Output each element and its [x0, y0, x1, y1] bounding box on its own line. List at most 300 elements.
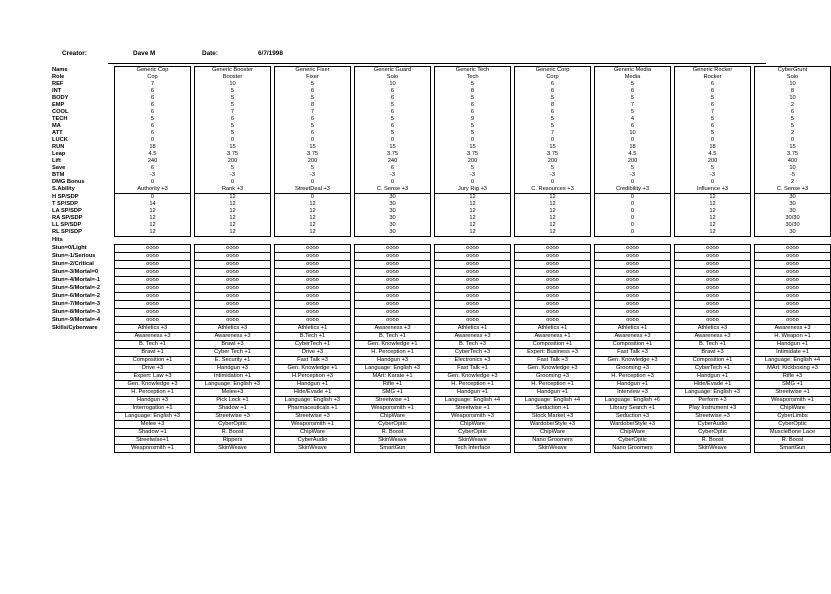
skill-cell: Wardobe/Style +3 — [595, 421, 671, 429]
cell-ref: 5 — [435, 81, 511, 88]
stun-box[interactable]: oooo — [515, 301, 591, 309]
stun-box[interactable]: oooo — [195, 293, 271, 301]
cell-name: Generic Guard — [355, 67, 431, 75]
stun-box[interactable]: oooo — [595, 245, 671, 253]
skill-row — [52, 389, 831, 397]
stun-box[interactable]: oooo — [595, 285, 671, 293]
cell-hsp: 0 — [595, 194, 671, 202]
stun-box[interactable]: oooo — [275, 317, 351, 325]
skill-cell: Grooming +3 — [515, 373, 591, 381]
skill-cell: Streetwise +1 — [755, 389, 831, 397]
cell-body: 10 — [755, 95, 831, 102]
stun-box[interactable]: oooo — [115, 261, 191, 269]
cell-llsp: 12 — [195, 222, 271, 229]
stun-box[interactable]: oooo — [515, 277, 591, 285]
row-label-att: ATT — [52, 130, 63, 137]
row-label-blank — [52, 421, 111, 429]
stun-box[interactable]: oooo — [115, 245, 191, 253]
cell-tsp: 12 — [195, 201, 271, 208]
stat-row-att — [52, 130, 831, 137]
skill-cell: Melee+3 — [195, 389, 271, 397]
cell-tech: 5 — [355, 116, 431, 123]
row-label-blank — [52, 429, 111, 437]
row-label-luck: LUCK — [52, 137, 68, 144]
row-label-btm: BTM — [52, 172, 65, 179]
stun-box[interactable]: oooo — [275, 269, 351, 277]
stun-box[interactable]: oooo — [675, 285, 751, 293]
row-label-run: RUN — [52, 144, 65, 151]
row-label-blank — [52, 413, 111, 421]
stun-box[interactable]: oooo — [675, 245, 751, 253]
skill-cell: Handgun +3 — [195, 365, 271, 373]
cell-emp: 6 — [675, 102, 751, 109]
cell-tsp: 0 — [595, 201, 671, 208]
stun-label: Stun=-1/Serious — [52, 253, 96, 260]
skill-cell: Nano Groomers — [595, 445, 671, 453]
cell-luck: 0 — [355, 137, 431, 144]
cell-cool: 5 — [595, 109, 671, 116]
skill-cell: Gen. Knowledge +1 — [355, 341, 431, 349]
cell-dmg: 0 — [195, 179, 271, 186]
stun-box[interactable]: oooo — [435, 245, 511, 253]
stun-box[interactable]: oooo — [675, 317, 751, 325]
stat-row-llsp — [52, 222, 831, 229]
cell-att: 5 — [435, 130, 511, 137]
row-label-rasp: RA SP/SDP — [52, 215, 83, 222]
skill-cell: Gen. Knowledge +3 — [115, 381, 191, 389]
cell-emp: 6 — [115, 102, 191, 109]
stun-box[interactable]: oooo — [595, 277, 671, 285]
row-label-blank — [52, 437, 111, 445]
stun-box[interactable]: oooo — [675, 293, 751, 301]
cell-ref: 10 — [355, 81, 431, 88]
cell-btm: -3 — [435, 172, 511, 179]
row-label-cool: COOL — [52, 109, 69, 116]
stun-box[interactable]: oooo — [355, 293, 431, 301]
stun-box[interactable]: oooo — [195, 285, 271, 293]
cell-cool: 6 — [355, 109, 431, 116]
skill-cell: H. Perception +1 — [355, 349, 431, 357]
stun-box[interactable]: oooo — [515, 245, 591, 253]
skill-cell: CyberOptic — [435, 429, 511, 437]
cell-body: 6 — [115, 95, 191, 102]
skill-cell: Drive +3 — [275, 349, 351, 357]
cell-lasp: 12 — [275, 208, 351, 215]
skill-cell: Language: English +4 — [515, 397, 591, 405]
cell-btm: -3 — [675, 172, 751, 179]
stun-row — [52, 293, 831, 301]
stun-row — [52, 301, 831, 309]
cell-leap: 3.75 — [755, 151, 831, 158]
stun-box[interactable]: oooo — [755, 245, 831, 253]
cell-name: Generic Cop — [115, 67, 191, 75]
cell-sability: C. Resources +3 — [515, 186, 591, 194]
stun-box[interactable]: oooo — [755, 309, 831, 317]
stun-box[interactable]: oooo — [435, 285, 511, 293]
cell-btm: -3 — [355, 172, 431, 179]
cell-rasp: 12 — [275, 215, 351, 222]
stun-box[interactable]: oooo — [755, 261, 831, 269]
cell-save: 6 — [115, 165, 191, 172]
skill-cell: Awareness +3 — [115, 333, 191, 341]
stun-box[interactable]: oooo — [515, 269, 591, 277]
cell-ref: 6 — [675, 81, 751, 88]
stun-label: Stun=-7/Mortal=-3 — [52, 301, 101, 308]
cell-att: 5 — [195, 130, 271, 137]
stun-box[interactable]: oooo — [675, 269, 751, 277]
skill-cell: Streetwise +3 — [275, 413, 351, 421]
row-label-int: INT — [52, 88, 62, 95]
row-label-ma: MA — [52, 123, 61, 130]
cell-run: 15 — [275, 144, 351, 151]
header-divider — [108, 63, 766, 64]
cell-lift: 240 — [355, 158, 431, 165]
stun-box[interactable]: oooo — [435, 301, 511, 309]
stun-box[interactable]: oooo — [755, 253, 831, 261]
skill-cell: Interview +3 — [595, 389, 671, 397]
skill-cell: Fast Talk +1 — [435, 365, 511, 373]
cell-ma: 6 — [675, 123, 751, 130]
stun-box[interactable]: oooo — [355, 277, 431, 285]
stun-box[interactable]: oooo — [355, 269, 431, 277]
skill-cell: Handgun +1 — [275, 381, 351, 389]
skill-cell: Language: English +6 — [595, 397, 671, 405]
stun-row — [52, 277, 831, 285]
cell-att: 10 — [595, 130, 671, 137]
stun-box[interactable]: oooo — [195, 317, 271, 325]
stun-box[interactable]: oooo — [115, 277, 191, 285]
stat-row-luck — [52, 137, 831, 144]
stun-box[interactable]: oooo — [195, 301, 271, 309]
stun-box[interactable]: oooo — [115, 293, 191, 301]
stun-box[interactable]: oooo — [355, 261, 431, 269]
stun-box[interactable]: oooo — [435, 269, 511, 277]
skill-cell: B. Tech +1 — [675, 341, 751, 349]
skill-cell: SkinWeave — [355, 437, 431, 445]
stun-box[interactable]: oooo — [355, 317, 431, 325]
cell-llsp: 30/30 — [755, 222, 831, 229]
cell-btm: -3 — [195, 172, 271, 179]
skill-cell: Athletics +1 — [435, 325, 511, 333]
cell-run: 18 — [595, 144, 671, 151]
cell-dmg: 0 — [515, 179, 591, 186]
skill-cell: CyberOptic — [195, 421, 271, 429]
cell-rasp: 12 — [675, 215, 751, 222]
cell-save: 6 — [355, 165, 431, 172]
stun-box[interactable]: oooo — [115, 285, 191, 293]
cell-att: 5 — [355, 130, 431, 137]
row-label-llsp: LL SP/SDP — [52, 222, 82, 229]
skill-cell: Weaponsmith +1 — [755, 397, 831, 405]
stat-row-lasp — [52, 208, 831, 215]
cell-llsp: 30 — [355, 222, 431, 229]
cell-run: 15 — [755, 144, 831, 151]
skill-cell: Weaponsmith +1 — [115, 445, 191, 453]
cell-role: Fixer — [275, 74, 351, 81]
stun-box[interactable]: oooo — [275, 293, 351, 301]
stun-box[interactable]: oooo — [675, 277, 751, 285]
stun-box[interactable]: oooo — [355, 309, 431, 317]
cell-int: 6 — [355, 88, 431, 95]
skill-cell: MuscleBone Lace — [755, 429, 831, 437]
cell-hsp: 0 — [275, 194, 351, 202]
skill-cell: MArt: Kickboxing +3 — [755, 365, 831, 373]
stun-box[interactable]: oooo — [675, 261, 751, 269]
stun-box[interactable]: oooo — [755, 317, 831, 325]
cell-body: 6 — [355, 95, 431, 102]
cell-name: Generic Corp — [515, 67, 591, 75]
skill-cell: Composition +1 — [115, 357, 191, 365]
skill-cell: H. Perception +1 — [515, 381, 591, 389]
stun-box[interactable]: oooo — [355, 253, 431, 261]
cell-role: Solo — [755, 74, 831, 81]
stun-box[interactable]: oooo — [515, 317, 591, 325]
skill-row — [52, 413, 831, 421]
skill-cell: Pharmaceuticals +1 — [275, 405, 351, 413]
cell-att: 2 — [755, 130, 831, 137]
stat-row-hsp — [52, 194, 831, 202]
stun-box[interactable]: oooo — [515, 309, 591, 317]
skill-row — [52, 421, 831, 429]
skill-cell: B. Tech +1 — [355, 333, 431, 341]
skill-cell: MArt: Karate +1 — [355, 373, 431, 381]
stun-box[interactable]: oooo — [595, 293, 671, 301]
skill-cell: Seduction +1 — [515, 405, 591, 413]
stun-box[interactable]: oooo — [355, 285, 431, 293]
stun-box[interactable]: oooo — [595, 261, 671, 269]
skill-cell: Composition +1 — [675, 357, 751, 365]
cell-leap: 3.75 — [435, 151, 511, 158]
cell-luck: 0 — [675, 137, 751, 144]
cell-dmg: 0 — [435, 179, 511, 186]
cell-hsp: 12 — [675, 194, 751, 202]
stun-box[interactable]: oooo — [275, 301, 351, 309]
skill-cell: Athletics +1 — [595, 325, 671, 333]
date-value: 6/7/1998 — [258, 50, 283, 57]
skill-cell: Awareness +3 — [755, 325, 831, 333]
stat-row-ref — [52, 81, 831, 88]
skill-cell: Awareness +3 — [435, 333, 511, 341]
cell-emp: 5 — [355, 102, 431, 109]
cell-luck: 0 — [435, 137, 511, 144]
stun-box[interactable]: oooo — [275, 285, 351, 293]
stun-box[interactable]: oooo — [435, 277, 511, 285]
skill-cell: Streetwise+1 — [115, 437, 191, 445]
cell-lasp: 12 — [435, 208, 511, 215]
stat-row-int — [52, 88, 831, 95]
stun-box[interactable]: oooo — [115, 309, 191, 317]
stun-box[interactable]: oooo — [755, 285, 831, 293]
cell-tsp: 30 — [755, 201, 831, 208]
cell-role: Corp — [515, 74, 591, 81]
cell-run: 18 — [115, 144, 191, 151]
skill-cell: Wardobe/Style +3 — [515, 421, 591, 429]
row-label-name: Name — [52, 66, 68, 73]
stat-row-lift — [52, 158, 831, 165]
cell-leap: 4.5 — [675, 151, 751, 158]
stun-box[interactable]: oooo — [195, 261, 271, 269]
cell-ma: 5 — [275, 123, 351, 130]
stun-box[interactable]: oooo — [755, 277, 831, 285]
cell-save: 5 — [275, 165, 351, 172]
skill-row — [52, 381, 831, 389]
cell-int: 5 — [195, 88, 271, 95]
stun-box[interactable]: oooo — [755, 301, 831, 309]
stun-box[interactable]: oooo — [195, 309, 271, 317]
cell-body: 5 — [595, 95, 671, 102]
cell-role: Cop — [115, 74, 191, 81]
skill-cell: Language: English +3 — [675, 389, 751, 397]
row-label-lasp: LA SP/SDP — [52, 208, 82, 215]
cell-tech: 5 — [675, 116, 751, 123]
stun-box[interactable]: oooo — [675, 309, 751, 317]
stun-box[interactable]: oooo — [435, 293, 511, 301]
stat-row-role — [52, 74, 831, 81]
stun-box[interactable]: oooo — [435, 261, 511, 269]
row-label-blank — [52, 397, 111, 405]
cell-leap: 4.5 — [595, 151, 671, 158]
cell-cool: 7 — [675, 109, 751, 116]
skill-cell: R. Boost — [755, 437, 831, 445]
cell-lasp: 12 — [515, 208, 591, 215]
stun-box[interactable]: oooo — [275, 253, 351, 261]
cell-att: 7 — [515, 130, 591, 137]
row-label-blank — [52, 381, 111, 389]
skill-cell: CyberTech +1 — [275, 341, 351, 349]
stun-box[interactable]: oooo — [515, 285, 591, 293]
stun-box[interactable]: oooo — [595, 269, 671, 277]
stun-box[interactable]: oooo — [515, 261, 591, 269]
cell-btm: -3 — [515, 172, 591, 179]
stun-box[interactable]: oooo — [595, 301, 671, 309]
stun-box[interactable]: oooo — [275, 245, 351, 253]
cell-att: 5 — [675, 130, 751, 137]
cell-ref: 5 — [595, 81, 671, 88]
skill-cell: Handgun +1 — [595, 381, 671, 389]
stun-box[interactable]: oooo — [195, 269, 271, 277]
cell-hsp: 0 — [115, 194, 191, 202]
cell-lasp: 12 — [675, 208, 751, 215]
cell-lasp: 12 — [115, 208, 191, 215]
skill-cell: Brawl +3 — [195, 341, 271, 349]
skill-cell: Intimidate +1 — [755, 349, 831, 357]
cell-llsp: 12 — [275, 222, 351, 229]
cell-rasp: 12 — [515, 215, 591, 222]
cell-save: 5 — [515, 165, 591, 172]
skill-cell: Expert: Business +3 — [515, 349, 591, 357]
stun-box[interactable]: oooo — [675, 301, 751, 309]
cell-role: Tech — [435, 74, 511, 81]
skill-cell: Athletics +3 — [675, 325, 751, 333]
stun-box[interactable]: oooo — [435, 253, 511, 261]
skill-cell: Interrogation +1 — [115, 405, 191, 413]
cell-name: Generic Fixer — [275, 67, 351, 75]
stat-row-name — [52, 67, 831, 75]
stun-label: Stun=0/Light — [52, 245, 87, 252]
stun-box[interactable]: oooo — [755, 269, 831, 277]
cell-ref: 10 — [195, 81, 271, 88]
skill-cell: Rippers — [195, 437, 271, 445]
skill-cell: ChipWare — [515, 429, 591, 437]
skill-cell: Handgun +3 — [355, 357, 431, 365]
skill-cell: Language: English +3 — [195, 381, 271, 389]
skill-cell: B. Tech +3 — [435, 341, 511, 349]
stun-box[interactable]: oooo — [195, 277, 271, 285]
stun-box[interactable]: oooo — [675, 253, 751, 261]
stun-label: Stun=-4/Mortal=-1 — [52, 277, 101, 284]
cell-luck: 0 — [115, 137, 191, 144]
stun-row — [52, 253, 831, 261]
stun-row — [52, 245, 831, 253]
stun-box[interactable]: oooo — [275, 261, 351, 269]
skill-cell: Gen. Knowledge +1 — [275, 365, 351, 373]
stat-row-save — [52, 165, 831, 172]
cell-att: 6 — [275, 130, 351, 137]
stun-box[interactable]: oooo — [195, 253, 271, 261]
row-label-blank — [52, 333, 111, 341]
cell-rasp: 0 — [595, 215, 671, 222]
stun-box[interactable]: oooo — [595, 317, 671, 325]
stun-box[interactable]: oooo — [755, 293, 831, 301]
stun-box[interactable]: oooo — [355, 301, 431, 309]
skill-cell: Tech Interface — [435, 445, 511, 453]
cell-lift: 200 — [675, 158, 751, 165]
stun-box[interactable]: oooo — [195, 245, 271, 253]
stun-box[interactable]: oooo — [275, 309, 351, 317]
stun-box[interactable]: oooo — [275, 277, 351, 285]
skill-cell: CyberOptic — [595, 437, 671, 445]
stun-box[interactable]: oooo — [115, 301, 191, 309]
stun-box[interactable]: oooo — [435, 317, 511, 325]
cell-save: 5 — [595, 165, 671, 172]
cell-lift: 200 — [195, 158, 271, 165]
cell-ref: 6 — [515, 81, 591, 88]
row-label-role: Role — [52, 74, 65, 81]
cell-cool: 7 — [195, 109, 271, 116]
stun-box[interactable]: oooo — [115, 269, 191, 277]
skill-cell: SMG +1 — [755, 381, 831, 389]
skill-cell: Language: English +4 — [755, 357, 831, 365]
cell-tech: 5 — [115, 116, 191, 123]
stun-box[interactable]: oooo — [435, 309, 511, 317]
row-label-blank — [52, 365, 111, 373]
cell-luck: 0 — [755, 137, 831, 144]
stun-box[interactable]: oooo — [515, 253, 591, 261]
stun-box[interactable]: oooo — [595, 253, 671, 261]
row-label-dmg: DMG Bonus — [52, 179, 85, 186]
cell-sability: Influence +3 — [675, 186, 751, 194]
cell-llsp: 12 — [515, 222, 591, 229]
row-label-blank — [52, 405, 111, 413]
cell-sability: StreetDeal +3 — [275, 186, 351, 194]
cell-ref: 5 — [275, 81, 351, 88]
stun-box[interactable]: oooo — [115, 253, 191, 261]
stun-box[interactable]: oooo — [515, 293, 591, 301]
stun-row — [52, 261, 831, 269]
cell-run: 15 — [515, 144, 591, 151]
skill-cell: Nano Groomers — [515, 437, 591, 445]
cell-sability: Authority +3 — [115, 186, 191, 194]
skill-cell: Seduction +3 — [595, 413, 671, 421]
stun-row — [52, 285, 831, 293]
stun-box[interactable]: oooo — [355, 245, 431, 253]
cell-rasp: 12 — [115, 215, 191, 222]
stun-box[interactable]: oooo — [115, 317, 191, 325]
stat-row-emp — [52, 102, 831, 109]
cell-body: 5 — [275, 95, 351, 102]
skill-cell: Electronics +3 — [435, 357, 511, 365]
stun-box[interactable]: oooo — [595, 309, 671, 317]
